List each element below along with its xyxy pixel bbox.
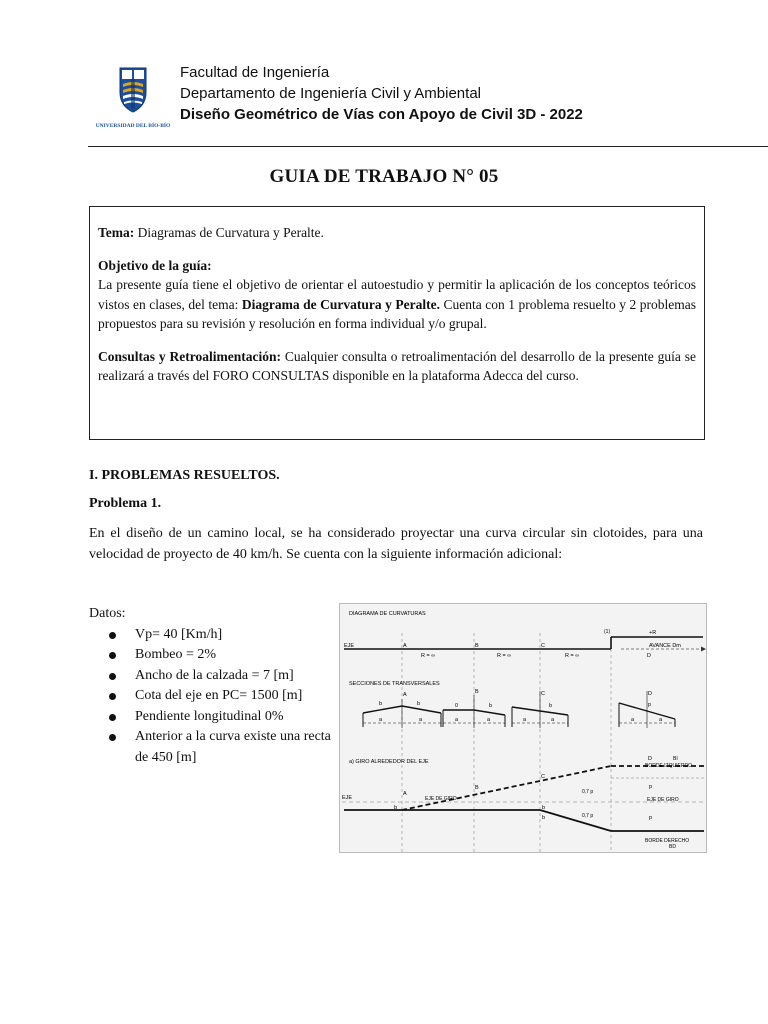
r-infinity-3: R = ∞ (565, 653, 580, 659)
list-item (89, 666, 333, 687)
point-b-label: B (475, 643, 479, 649)
list-item-text: Cota del eje en PC= 1500 [m] (135, 688, 303, 703)
course-name: Diseño Geométrico de Vías con Apoyo de Civil 3D - 2022 (180, 106, 583, 123)
p07-label-lower: 0,7 p (582, 813, 594, 819)
list-item-text: Ancho de la calzada = 7 [m] (135, 667, 294, 683)
giro-d-label: D (648, 756, 652, 762)
p07-label-upper: 0,7 p (582, 789, 594, 795)
tema-paragraph (98, 223, 696, 243)
university-logo (92, 66, 174, 134)
tema-label: Tema: (98, 225, 135, 240)
r-infinity-2: R = ∞ (497, 653, 512, 659)
objetivo-label: Objetivo de la guía: (98, 257, 212, 273)
consultas-label: Consultas y Retroalimentación: (98, 348, 281, 364)
list-item (89, 686, 333, 707)
section-a-b: b (379, 701, 383, 707)
faculty-name: Facultad de Ingeniería (180, 64, 330, 81)
giro-b-mid: b (542, 805, 546, 811)
giro-b-mid2: b (542, 815, 546, 821)
list-item-text: Vp= 40 [Km/h] (135, 626, 223, 642)
list-item (89, 707, 333, 728)
section-b-a2: a (487, 717, 491, 723)
section-a-a2: a (419, 717, 423, 723)
point-d-label: D (647, 653, 651, 659)
datos-list (89, 625, 333, 769)
curvature-diagram (339, 603, 707, 853)
department-name: Departamento de Ingeniería Civil y Ambiental (180, 85, 481, 102)
datos-list-block (89, 604, 333, 768)
giro-p-lower: p (649, 815, 653, 821)
objetivo-paragraph (98, 275, 696, 334)
giro-c-label: C (541, 774, 545, 780)
r-infinity-1: R = ∞ (421, 653, 436, 659)
list-item-text: Pendiente longitudinal 0% (135, 708, 284, 724)
point-c-label: C (541, 643, 545, 649)
section-b-label: B (475, 689, 479, 695)
consultas-text: Cualquier consulta o retroalimentación del desarrollo de la presente guía se realizará a través del FORO CONSULTAS disponible en la plataforma Adecca del curso. (98, 348, 696, 383)
section-c-a2: a (551, 717, 555, 723)
giro-b-left: b (394, 805, 398, 811)
eje-de-giro-label-2: EJE DE GIRO (647, 797, 679, 803)
guide-info-box (89, 206, 705, 440)
problem-title: Problema 1. (89, 496, 162, 511)
giro-p-upper: p (649, 784, 653, 790)
sections-title: SECCIONES DE TRANSVERSALES (349, 681, 440, 687)
giro-a-label: A (403, 791, 407, 797)
section-c-b: b (549, 703, 553, 709)
section-d-a: a (631, 717, 635, 723)
list-item-text: Bombeo = 2% (135, 647, 216, 662)
list-item (89, 645, 333, 666)
section-b-zero: 0 (455, 703, 459, 709)
document-title: GUIA DE TRABAJO N° 05 (269, 166, 499, 187)
avance-label: AVANCE Dm (649, 643, 681, 649)
plus-r-label: +R (649, 630, 657, 636)
section-heading: I. PROBLEMAS RESUELTOS. (89, 468, 280, 483)
giro-title: a) GIRO ALREDEDOR DEL EJE (349, 759, 429, 765)
note-1-label: (1) (604, 629, 611, 635)
section-b-b: b (489, 703, 493, 709)
diagram-title: DIAGRAMA DE CURVATURAS (349, 611, 426, 617)
bd-label: BD (669, 844, 676, 850)
objetivo-topic: Diagrama de Curvatura y Peralte. (241, 296, 440, 312)
eje-de-giro-label-1: EJE DE GIRO (425, 796, 457, 802)
section-a-a: a (379, 717, 383, 723)
objetivo-text-end: Cuenta con 1 problema resuelto y 2 problemas propuestos para su revisión y resolución en forma individual y/o grupal. (98, 296, 696, 331)
section-d-p: p (648, 702, 652, 708)
consultas-paragraph (98, 347, 696, 386)
list-item (89, 727, 333, 768)
bi-label: BI (673, 756, 678, 762)
borde-izquierdo-label: BORDE IZQUIERDO (645, 763, 692, 769)
eje-label: EJE (344, 643, 355, 649)
borde-derecho-label: BORDE DERECHO (645, 838, 690, 844)
objetivo-text: La presente guía tiene el objetivo de orientar el autoestudio y permitir la aplicación de los conceptos teóricos vistos en clases, del tema: (98, 277, 696, 312)
section-c-label: C (541, 691, 545, 697)
problem-statement: En el diseño de un camino local, se ha considerado proyectar una curva circular sin clotoides, para una velocidad de proyecto de 40 km/h. Se cuenta con la siguiente información adicional: (89, 526, 703, 562)
tema-text: Diagramas de Curvatura y Peralte. (134, 225, 324, 240)
section-a-label: A (403, 692, 407, 698)
giro-b-label: B (475, 785, 479, 791)
point-a-label: A (403, 643, 407, 649)
header-divider (88, 146, 768, 147)
section-a-b2: b (417, 701, 421, 707)
section-b-a: a (455, 717, 459, 723)
document-header (92, 56, 692, 136)
section-d-label: D (648, 691, 652, 697)
list-item-text: Anterior a la curva existe una recta de 450 [m] (135, 729, 331, 765)
datos-label: Datos: (89, 606, 126, 621)
section-c-a: a (523, 717, 527, 723)
university-name: UNIVERSIDAD DEL BÍO-BÍO (95, 123, 171, 129)
giro-eje-label: EJE (342, 795, 353, 801)
section-d-a2: a (659, 717, 663, 723)
list-item (89, 625, 333, 646)
